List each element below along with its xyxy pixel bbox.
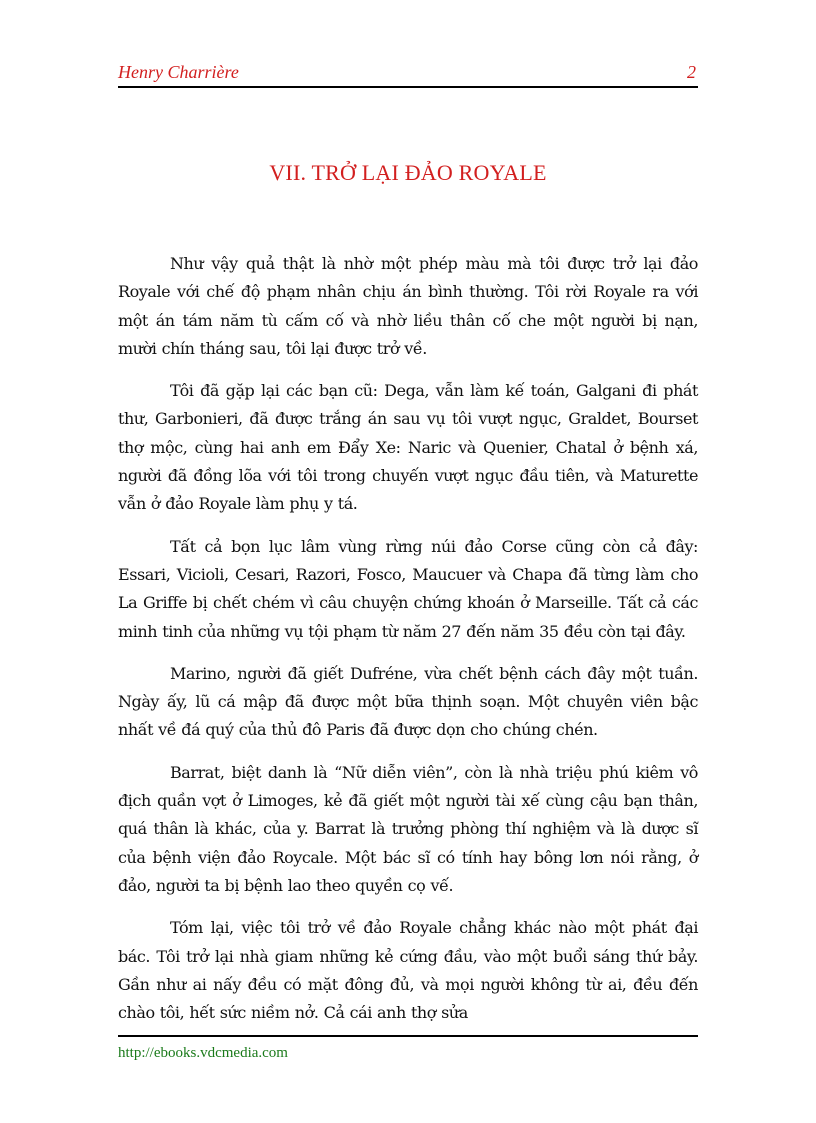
paragraph: Tóm lại, việc tôi trở về đảo Royale chẳng khác nào một phát đại bác. Tôi trở lại nhà giam những kẻ cứng đầu, vào một buổi sáng thứ bảy. Gần như ai nấy đều có mặt đông đủ, và mọi người không từ ai, đều đến chào tôi, hết sức niềm nở. Cả cái anh thợ sửa bbox=[118, 918, 698, 1023]
running-header bbox=[118, 60, 698, 88]
header-author: Henry Charrière bbox=[118, 62, 239, 82]
paragraph: Như vậy quả thật là nhờ một phép màu mà tôi được trở lại đảo Royale với chế độ phạm nhân chịu án bình thường. Tôi rời Royale ra với một án tám năm tù cấm cố và nhờ liều thân cố che một người bị nạn, mười chín tháng sau, tôi lại được trở về. bbox=[118, 254, 698, 358]
paragraph: Marino, người đã giết Dufréne, vừa chết bệnh cách đây một tuần. Ngày ấy, lũ cá mập đã được một bữa thịnh soạn. Một chuyên viên bậc nhất về đá quý của thủ đô Paris đã được dọn cho chúng chén. bbox=[118, 663, 698, 740]
paragraph: Tôi đã gặp lại các bạn cũ: Dega, vẫn làm kế toán, Galgani đi phát thư, Garbonieri, đã được trắng án sau vụ tôi vượt ngục, Graldet, Bourset thợ mộc, cùng hai anh em Đẩy Xe: Naric và Quenier, Chatal ở bệnh xá, người đã đồng lõa với tôi trong chuyến vượt ngục đầu tiên, và Maturette vẫn ở đảo Royale làm phụ y tá. bbox=[118, 381, 698, 514]
footer-divider bbox=[118, 1035, 698, 1037]
paragraph: Tất cả bọn lục lâm vùng rừng núi đảo Corse cũng còn cả đây: Essari, Vicioli, Cesari, Razori, Fosco, Maucuer và Chapa đã từng làm cho La Griffe bị chết chém vì câu chuyện chứng khoán ở Marseille. Tất cả các minh tinh của những vụ tội phạm từ năm 27 đến năm 35 đều còn tại đây. bbox=[118, 536, 698, 641]
body-text bbox=[118, 250, 698, 1041]
page-number: 2 bbox=[687, 62, 696, 82]
chapter-title: VII. TRỞ LẠI ĐẢO ROYALE bbox=[269, 160, 547, 185]
footer-link[interactable]: http://ebooks.vdcmedia.com bbox=[118, 1045, 288, 1061]
paragraph: Barrat, biệt danh là “Nữ diễn viên”, còn là nhà triệu phú kiêm vô địch quần vợt ở Limoges, kẻ đã giết một người tài xế cùng cậu bạn thân, quá thân là khác, của y. Barrat là trưởng phòng thí nghiệm và là dược sĩ của bệnh viện đảo Roycale. Một bác sĩ có tính hay bông lơn nói rằng, ở đảo, người ta bị bệnh lao theo quyền cọ vế. bbox=[118, 762, 698, 895]
